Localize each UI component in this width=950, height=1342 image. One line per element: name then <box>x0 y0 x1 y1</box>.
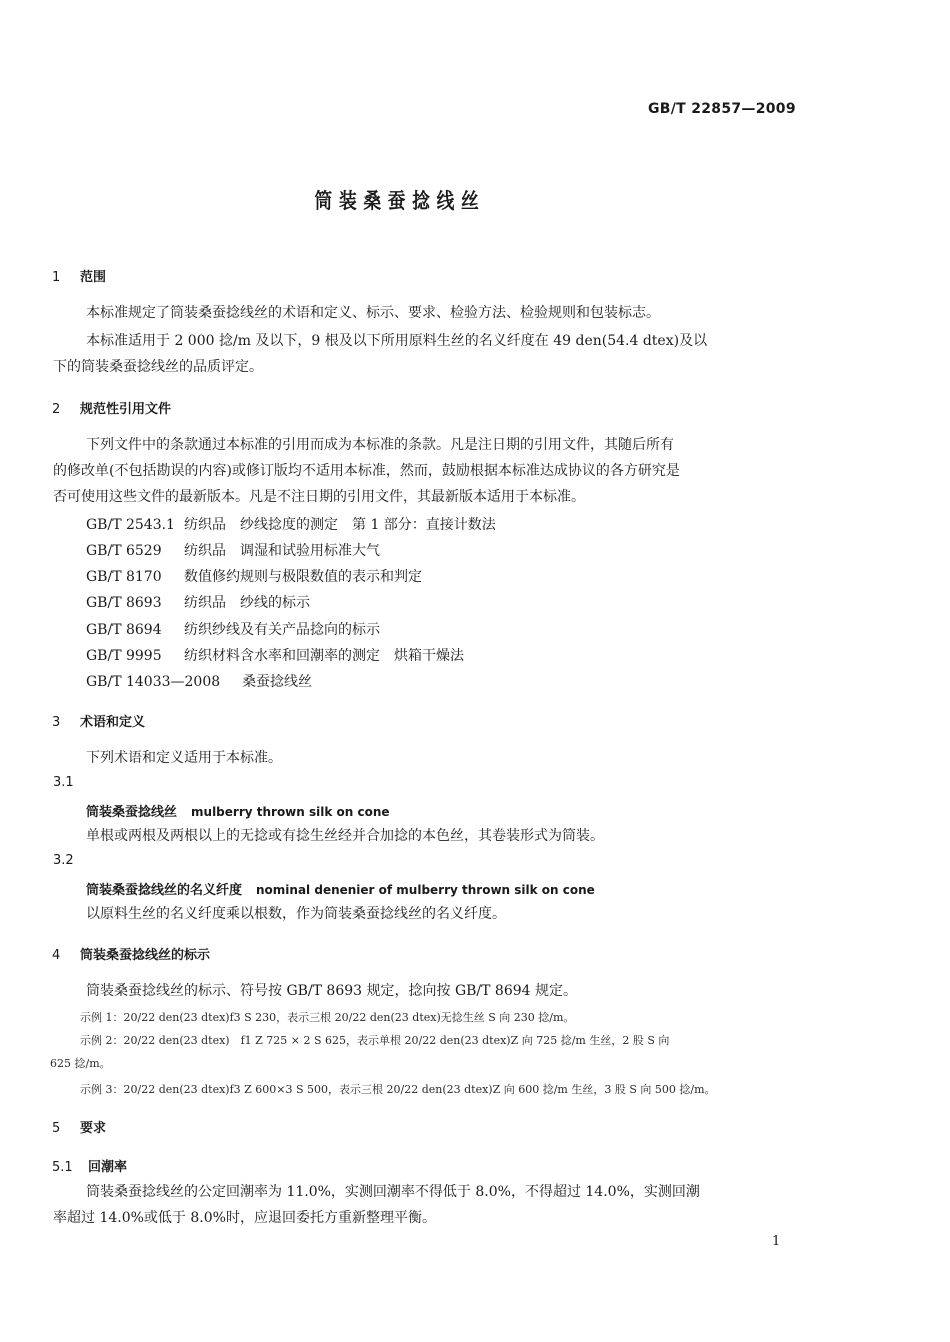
reference-title: 桑蚕捻线丝 <box>242 674 312 690</box>
term-cn: 筒装桑蚕捻线丝 <box>86 805 178 820</box>
term-heading <box>86 879 595 898</box>
subsection-5-1-heading <box>52 1156 127 1175</box>
term-definition: 以原料生丝的名义纤度乘以根数，作为筒装桑蚕捻线丝的名义纤度。 <box>86 906 506 922</box>
section-title: 术语和定义 <box>80 715 146 730</box>
paragraph: 下列文件中的条款通过本标准的引用而成为本标准的条款。凡是注日期的引用文件，其随后所有 <box>86 437 674 453</box>
section-number: 1 <box>52 270 61 285</box>
paragraph: 下列术语和定义适用于本标准。 <box>86 750 282 766</box>
reference-code: GB/T 14033—2008 <box>86 674 221 690</box>
reference-title: 数值修约规则与极限数值的表示和判定 <box>184 569 422 585</box>
reference-item <box>86 540 380 560</box>
term-definition: 单根或两根及两根以上的无捻或有捻生丝经并合加捻的本色丝，其卷装形式为筒装。 <box>86 828 604 844</box>
term-number: 3.2 <box>53 853 74 868</box>
section-title: 要求 <box>80 1121 107 1136</box>
reference-code: GB/T 9995 <box>86 648 162 664</box>
reference-code: GB/T 2543.1 <box>86 517 175 533</box>
paragraph: 本标准适用于 2 000 捻/m 及以下，9 根及以下所用原料生丝的名义纤度在 49 den(54.4 dtex)及以 <box>86 333 708 349</box>
section-5-heading <box>52 1117 106 1136</box>
section-title: 筒装桑蚕捻线丝的标示 <box>80 948 211 963</box>
standard-code: GB/T 22857—2009 <box>648 101 796 117</box>
section-number: 2 <box>52 402 61 417</box>
reference-title: 纺织品 纱线的标示 <box>184 595 310 611</box>
example-1: 示例 1：20/22 den(23 dtex)f3 S 230，表示三根 20/22 den(23 dtex)无捻生丝 S 向 230 捻/m。 <box>80 1011 575 1024</box>
section-1-heading <box>52 266 106 285</box>
reference-item <box>86 566 422 586</box>
reference-code: GB/T 6529 <box>86 543 162 559</box>
paragraph-continued: 率超过 14.0%或低于 8.0%时，应退回委托方重新整理平衡。 <box>53 1210 436 1226</box>
subsection-title: 回潮率 <box>88 1160 128 1175</box>
reference-code: GB/T 8170 <box>86 569 162 585</box>
section-number: 5 <box>52 1121 61 1136</box>
paragraph-continued: 的修改单(不包括勘误的内容)或修订版均不适用本标准，然而，鼓励根据本标准达成协议的各方研究是 <box>53 463 680 479</box>
reference-item <box>86 592 310 612</box>
section-2-heading <box>52 398 171 417</box>
paragraph: 筒装桑蚕捻线丝的标示、符号按 GB/T 8693 规定，捻向按 GB/T 8694 规定。 <box>86 983 578 999</box>
example-2-continued: 625 捻/m。 <box>50 1057 111 1070</box>
reference-title: 纺织品 调湿和试验用标准大气 <box>184 543 380 559</box>
reference-item <box>86 671 312 691</box>
paragraph: 本标准规定了筒装桑蚕捻线丝的术语和定义、标示、要求、检验方法、检验规则和包装标志。 <box>86 305 660 321</box>
section-number: 4 <box>52 948 61 963</box>
page-number: 1 <box>772 1234 781 1249</box>
reference-item <box>86 619 380 639</box>
section-title: 规范性引用文件 <box>80 402 172 417</box>
section-title: 范围 <box>80 270 107 285</box>
reference-item <box>86 645 464 665</box>
reference-title: 纺织材料含水率和回潮率的测定 烘箱干燥法 <box>184 648 464 664</box>
reference-title: 纺织品 纱线捻度的测定 第 1 部分：直接计数法 <box>184 517 496 533</box>
paragraph: 筒装桑蚕捻线丝的公定回潮率为 11.0%，实测回潮率不得低于 8.0%，不得超过 14.0%，实测回潮 <box>86 1184 700 1200</box>
term-cn: 筒装桑蚕捻线丝的名义纤度 <box>86 883 243 898</box>
reference-title: 纺织纱线及有关产品捻向的标示 <box>184 622 380 638</box>
term-en: mulberry thrown silk on cone <box>191 805 390 819</box>
subsection-number: 5.1 <box>52 1160 73 1175</box>
reference-code: GB/T 8693 <box>86 595 162 611</box>
example-3: 示例 3：20/22 den(23 dtex)f3 Z 600×3 S 500，表示三根 20/22 den(23 dtex)Z 向 600 捻/m 生丝，3 股 S 向 500 捻/m。 <box>80 1083 716 1096</box>
section-number: 3 <box>52 715 61 730</box>
reference-item <box>86 514 496 534</box>
section-4-heading <box>52 944 210 963</box>
reference-code: GB/T 8694 <box>86 622 162 638</box>
term-number: 3.1 <box>53 775 74 790</box>
document-title: 筒装桑蚕捻线丝 <box>314 188 486 213</box>
paragraph-continued: 下的筒装桑蚕捻线丝的品质评定。 <box>53 359 263 375</box>
paragraph-continued: 否可使用这些文件的最新版本。凡是不注日期的引用文件，其最新版本适用于本标准。 <box>53 489 585 505</box>
term-heading <box>86 801 390 820</box>
term-en: nominal denenier of mulberry thrown silk on cone <box>256 883 595 897</box>
example-2: 示例 2：20/22 den(23 dtex) f1 Z 725 × 2 S 625，表示单根 20/22 den(23 dtex)Z 向 725 捻/m 生丝，2 股 S 向 <box>80 1034 670 1047</box>
section-3-heading <box>52 711 145 730</box>
